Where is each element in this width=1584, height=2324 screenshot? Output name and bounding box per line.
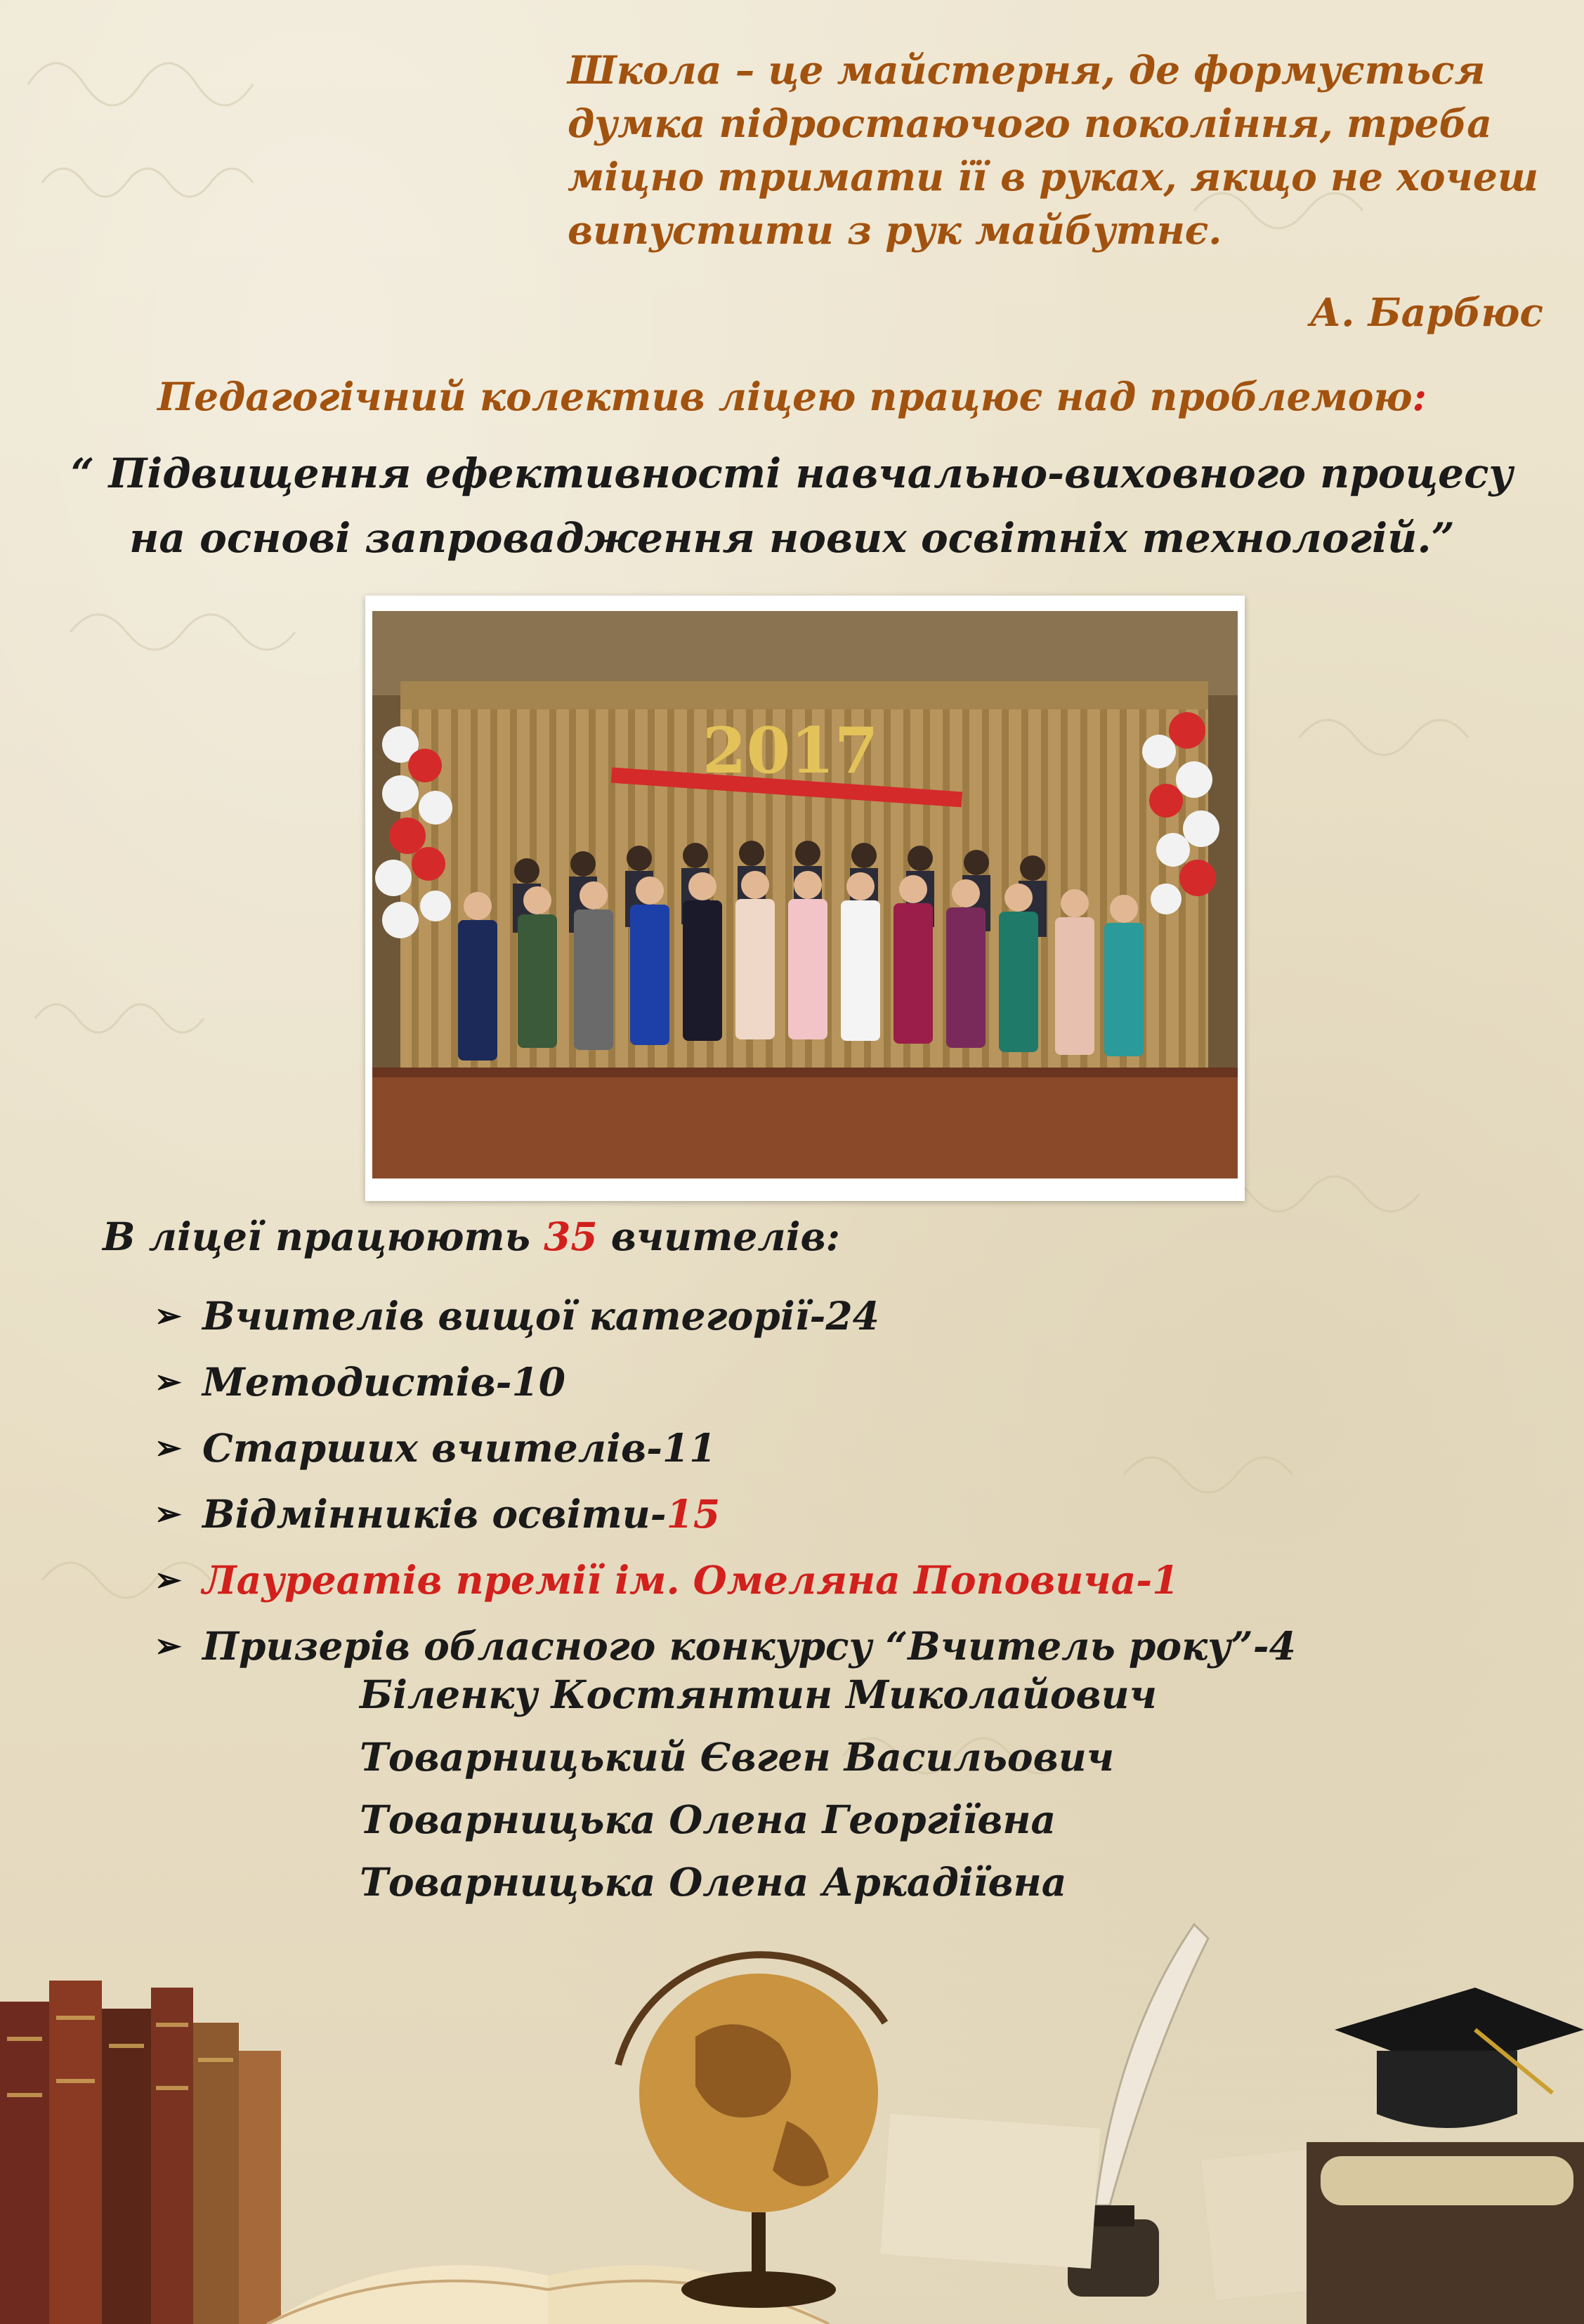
list-item-text: Призерів обласного конкурсу “Вчитель року”-4 [202, 1622, 1296, 1669]
list-item [155, 1547, 1296, 1613]
list-item-text: Відмінників освіти- [202, 1490, 667, 1537]
quote-line: випустити з рук майбутнє. [568, 207, 1222, 253]
arrow-bullet-icon: ➢ [155, 1561, 182, 1598]
quote-author: А. Барбюс [1309, 289, 1543, 335]
arrow-bullet-icon: ➢ [155, 1296, 182, 1334]
graduation-cap-icon [1307, 1988, 1584, 2324]
list-item-text: Методистів-10 [202, 1358, 566, 1405]
epigraph-quote [568, 44, 1551, 257]
winner-name: Товарницька Олена Георгіївна [360, 1797, 1056, 1842]
winner-name: Товарницька Олена Аркадіївна [360, 1859, 1067, 1905]
group-photo [372, 611, 1238, 1179]
winner-name: Товарницький Євген Васильович [360, 1734, 1115, 1780]
problem-line: “ Підвищення ефективності навчально-виховного процесу [70, 449, 1514, 497]
problem-intro-text: Педагогічний колектив ліцею працює над проблемою [157, 374, 1413, 419]
staff-count: 35 [544, 1214, 598, 1259]
group-photo-frame [365, 596, 1245, 1201]
arrow-bullet-icon: ➢ [155, 1495, 182, 1532]
list-item [155, 1414, 1296, 1481]
quote-line: думка підростаючого покоління, треба [568, 100, 1492, 146]
winners-list [360, 1672, 1157, 1922]
banner-year: 2017 [702, 714, 879, 788]
globe-icon [618, 1955, 885, 2308]
group-photo-illustration [372, 611, 1238, 1179]
problem-intro-colon: : [1412, 374, 1427, 419]
books-icon [0, 1981, 281, 2324]
list-item [155, 1282, 1296, 1348]
list-item-text: Вчителів вищої категорії-24 [202, 1292, 879, 1339]
list-item [155, 1613, 1296, 1679]
winner-name: Біленку Костянтин Миколайович [360, 1672, 1157, 1717]
list-item [155, 1481, 1296, 1547]
list-item [155, 1348, 1296, 1414]
quote-line: Школа – це майстерня, де формується [568, 47, 1486, 93]
staff-list [155, 1282, 1296, 1679]
list-item-highlight: 15 [666, 1490, 721, 1537]
problem-intro [0, 374, 1584, 419]
list-item-text: Старших вчителів-11 [202, 1424, 716, 1471]
quote-line: міцно тримати її в руках, якщо не хочеш [568, 154, 1539, 199]
arrow-bullet-icon: ➢ [155, 1429, 182, 1466]
problem-line: на основі запровадження нових освітніх технологій.” [129, 514, 1455, 562]
list-item-text: Лауреатів премії ім. Омеляна Поповича-1 [202, 1556, 1179, 1603]
staff-heading [103, 1214, 840, 1259]
bottom-decoration [0, 1910, 1584, 2324]
staff-prefix: В ліцеї працюють [103, 1214, 544, 1259]
arrow-bullet-icon: ➢ [155, 1363, 182, 1400]
quill-icon [1096, 1924, 1208, 2205]
staff-suffix: вчителів: [597, 1214, 840, 1259]
problem-statement [0, 441, 1584, 570]
arrow-bullet-icon: ➢ [155, 1627, 182, 1665]
